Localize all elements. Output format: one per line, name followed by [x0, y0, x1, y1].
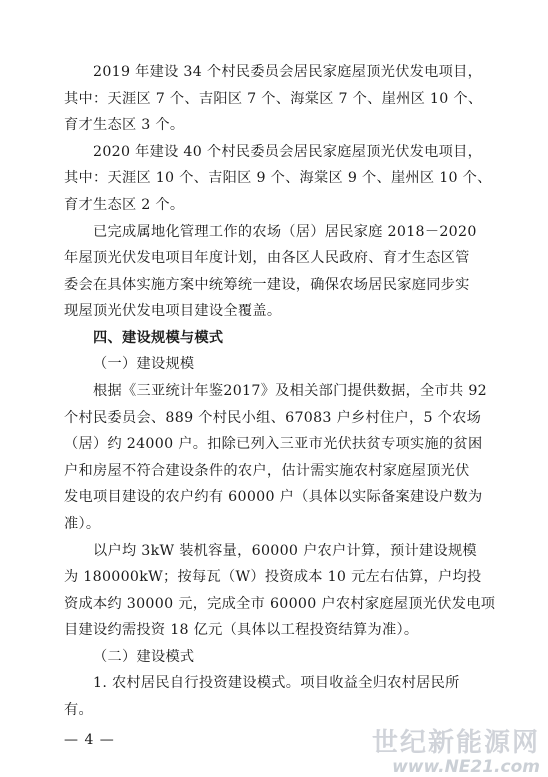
watermark-text: 世纪新能源网 [371, 728, 540, 758]
text-line: 以户均 3kW 装机容量，60000 户农户计算，预计建设规模 [93, 543, 477, 559]
subsection-heading: （一）建设规模 [93, 356, 195, 372]
text-line: 1. 农村居民自行投资建设模式。项目收益全归农村居民所 [93, 675, 460, 691]
text-line: 个村民委员会、889 个村民小组、67083 户乡村住户，5 个农场 [64, 410, 482, 426]
text-line: 有。 [64, 702, 93, 718]
text-line: 年屋顶光伏发电项目年度计划，由各区人民政府、育才生态区管 [64, 250, 470, 266]
text-line: 目建设约需投资 18 亿元（具体以工程投资结算为准）。 [64, 622, 419, 638]
text-line: 资成本约 30000 元，完成全市 60000 户农村家庭屋顶光伏发电项 [64, 596, 496, 612]
text-line: 育才生态区 2 个。 [64, 197, 185, 213]
text-line: 发电项目建设的农户约有 60000 户（具体以实际备案建设户数为 [64, 489, 483, 505]
text-line: 其中：天涯区 10 个、吉阳区 9 个、海棠区 9 个、崖州区 10 个、 [64, 170, 492, 186]
text-line: 委会在具体实施方案中统筹统一建设，确保农场居民家庭同步实 [64, 277, 470, 293]
text-line: 已完成属地化管理工作的农场（居）居民家庭 2018－2020 [93, 224, 477, 240]
text-line: 为 180000kW；按每瓦（W）投资成本 10 元左右估算，户均投 [64, 569, 482, 585]
text-line: 现屋顶光伏发电项目建设全覆盖。 [64, 303, 282, 319]
text-line: 其中：天涯区 7 个、吉阳区 7 个、海棠区 7 个、崖州区 10 个、 [64, 91, 483, 107]
text-line: 根据《三亚统计年鉴2017》及相关部门提供数据，全市共 92 [93, 383, 487, 399]
text-line: 户和房屋不符合建设条件的农户，估计需实施农村家庭屋顶光伏 [64, 463, 470, 479]
text-line: 2020 年建设 40 个村民委员会居民家庭屋顶光伏发电项目， [93, 144, 483, 160]
page-number: — 4 — [64, 732, 115, 748]
subsection-heading: （二）建设模式 [93, 649, 195, 665]
text-line: （居）约 24000 户。扣除已列入三亚市光伏扶贫专项实施的贫困 [64, 436, 483, 452]
watermark-logo [372, 722, 540, 777]
text-line: 准）。 [64, 516, 101, 532]
section-heading: 四、建设规模与模式 [93, 330, 224, 346]
text-line: 育才生态区 3 个。 [64, 117, 185, 133]
text-line: 2019 年建设 34 个村民委员会居民家庭屋顶光伏发电项目， [93, 64, 483, 80]
watermark-url: www.NE21.com [392, 757, 540, 777]
